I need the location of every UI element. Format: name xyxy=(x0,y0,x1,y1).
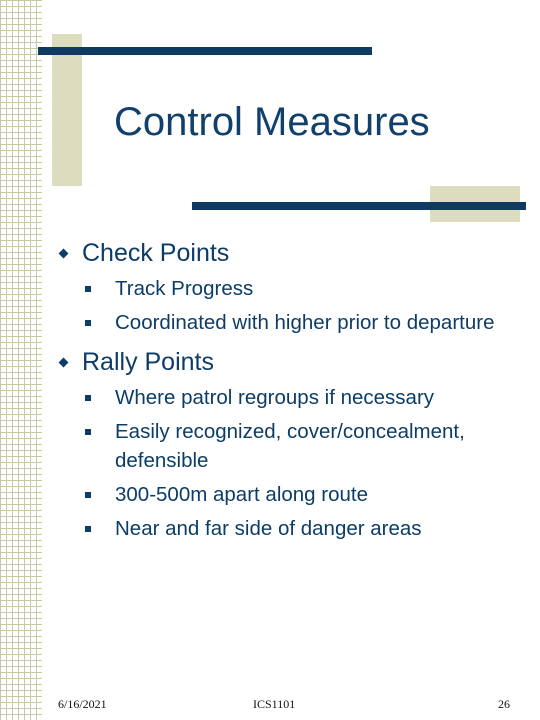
list-item-text: 300-500m apart along route xyxy=(115,483,369,506)
list-item xyxy=(58,308,528,337)
list-item xyxy=(58,514,528,543)
list-item xyxy=(58,417,528,475)
list-item xyxy=(58,480,528,509)
square-bullet-icon xyxy=(85,526,91,532)
square-bullet-icon xyxy=(85,492,91,498)
list-item-text: Track Progress xyxy=(115,277,254,300)
list-item xyxy=(58,383,528,412)
square-bullet-icon xyxy=(85,429,91,435)
list-item xyxy=(58,274,528,303)
footer-date: 6/16/2021 xyxy=(58,697,107,711)
list-item-text: Near and far side of danger areas xyxy=(115,517,422,540)
square-bullet-icon xyxy=(85,320,91,326)
section-heading-label: Check Points xyxy=(82,239,230,267)
decorative-bar-top xyxy=(38,47,372,55)
grid-pattern-strip xyxy=(0,0,42,720)
slide-content xyxy=(58,238,528,548)
section-heading-check-points xyxy=(58,238,528,268)
footer-course-code: ICS1101 xyxy=(253,697,296,711)
section-heading-label: Rally Points xyxy=(82,348,214,376)
square-bullet-icon xyxy=(85,395,91,401)
decorative-block-top xyxy=(52,34,82,186)
list-item-text: Where patrol regroups if necessary xyxy=(115,386,435,409)
diamond-bullet-icon xyxy=(59,358,69,368)
decorative-bar-bottom xyxy=(192,202,526,210)
list-item-text: Coordinated with higher prior to departure xyxy=(115,311,495,334)
slide-title: Control Measures xyxy=(114,100,430,144)
footer-page-number: 26 xyxy=(498,697,510,711)
diamond-bullet-icon xyxy=(59,249,69,259)
list-item-text: Easily recognized, cover/concealment, defensible xyxy=(115,420,465,472)
square-bullet-icon xyxy=(85,286,91,292)
section-heading-rally-points xyxy=(58,347,528,377)
